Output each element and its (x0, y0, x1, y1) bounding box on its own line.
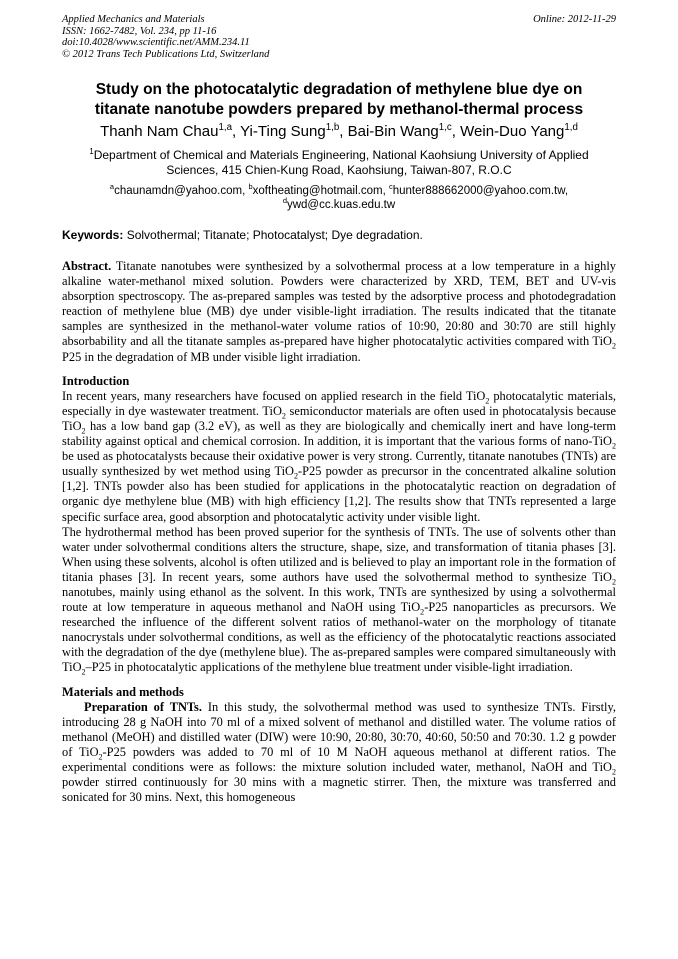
para-text: semiconductor materials are often used in photocatalysis because TiO (62, 403, 616, 433)
affiliation-mark: 1 (89, 147, 94, 156)
email-mark: a (109, 182, 115, 192)
abstract-label: Abstract. (62, 259, 112, 273)
email-b: xoftheating@hotmail.com, (252, 185, 389, 197)
author-separator: , (339, 123, 348, 140)
intro-paragraph-2 (62, 525, 616, 676)
subscript: 2 (294, 471, 299, 481)
affiliation-line-2: Sciences, 415 Chien-Kung Road, Kaohsiung, Taiwan-807, R.O.C (166, 163, 512, 177)
author-list (40, 122, 638, 142)
keywords-text: Solvothermal; Titanate; Photocatalyst; Dye degradation. (123, 228, 423, 242)
author-affil-mark: 1,b (325, 122, 340, 133)
author-affil-mark: 1,c (438, 122, 452, 133)
subscript: 2 (485, 396, 490, 406)
methods-paragraph (62, 700, 616, 806)
para-text: –P25 in photocatalytic applications of the methylene blue treatment under visible-light irradiation. (85, 660, 573, 675)
subscript: 2 (98, 752, 103, 762)
author-separator: , (451, 123, 461, 140)
paper-body (62, 259, 616, 805)
para-text: -P25 powders was added to 70 ml of 10 M NaOH aqueous methanol at different ratios. The experimental conditions were as follows: the mixture solution included water, methanol, NaOH and TiO (62, 744, 616, 774)
subscript: 2 (611, 767, 616, 777)
email-c: hunter888662000@yahoo.com.tw, (392, 185, 569, 197)
methods-heading: Materials and methods (62, 684, 184, 699)
online-date: Online: 2012-11-29 (533, 14, 616, 25)
abstract-text: Titanate nanotubes were synthesized by a solvothermal process at a low temperature in a highly alkaline water-methanol mixed solution. Powders were characterized by XRD, TEM, BET and UV-vis absorption spectroscopy. The as-prepared samples was tested by the adsorptive process and photodegradation reaction of methylene blue (MB) dye under visible-light irradiation. The results indicated that the titanate samples are synthesized in the methanol-water volume ratios of 10:90, 20:80 and 30:70 are still highly absorbability and all the titanate samples as-prepared have higher photocatalytic activities compared with TiO (62, 259, 616, 349)
author-emails (62, 184, 616, 212)
subscript: 2 (611, 441, 616, 451)
intro-heading: Introduction (62, 373, 130, 388)
author-affil-mark: 1,d (564, 122, 578, 133)
issn-line: ISSN: 1662-7482, Vol. 234, pp 11-16 (62, 25, 217, 37)
email-mark: c (388, 182, 393, 192)
author-name: Bai-Bin Wang (347, 123, 439, 140)
subscript: 2 (81, 667, 86, 677)
para-text: -P25 powder as precursor in the concentrated alkaline solution [1,2]. TNTs powder also has been studied for applications in the photocatalytic reaction on degradation of organic dye methylene blue (MB) with high efficiency [1,2]. The results show that TNTs represented a large specific surface area, good absorption and photocatalytic activity under visible light. (62, 464, 616, 524)
para-text: be used as photocatalysts because their oxidative power is very strong. Currently, titanate nanotubes (TNTs) are usually synthesized by wet method using TiO (62, 449, 616, 479)
affiliation-line-1: Department of Chemical and Materials Engineering, National Kaohsiung University of Applied (93, 148, 589, 162)
title-line-2: titanate nanotube powders prepared by methanol-thermal process (94, 101, 584, 118)
keywords (62, 228, 616, 243)
author-name: Thanh Nam Chau (100, 123, 219, 140)
doi-line: doi:10.4028/www.scientific.net/AMM.234.11 (62, 37, 250, 48)
author-separator: , (232, 123, 241, 140)
para-text: -P25 nanoparticles as precursors. We researched the influence of the different solvent ratios of methanol-water on the morphology of titanate nanocrystals under solvothermal conditions, as well as the efficiency of the photocatalytic reactions associated with the degradation of the dye (methylene blue). The as-prepared samples were compared simultaneously with TiO (62, 600, 616, 675)
subscript: 2 (611, 577, 616, 587)
email-mark: b (248, 182, 253, 192)
subscript: 2 (611, 341, 616, 351)
intro-paragraph-1 (62, 389, 616, 525)
email-d: ywd@cc.kuas.edu.tw (286, 199, 396, 211)
para-text: nanotubes, mainly using ethanol as the solvent. In this work, TNTs are synthesized by using a solvothermal route at low temperature in aqueous methanol and NaOH using TiO (62, 584, 616, 615)
title-line-1: Study on the photocatalytic degradation of methylene blue dye on (95, 81, 583, 98)
para-text: The hydrothermal method has been proved superior for the synthesis of TNTs. The use of solvents other than water under solvothermal conditions alters the structure, shape, size, and transformation of titania phases [3]. When using these solvents, alcohol is often utilized and is believed to play an important role in the formation of titania phases [3]. In recent years, some authors have used the solvothermal method to synthesize TiO (62, 524, 617, 584)
keywords-label: Keywords: (62, 228, 124, 242)
subscript: 2 (420, 607, 425, 617)
para-text: photocatalytic materials, especially in dye wastewater treatment. TiO (62, 388, 616, 418)
para-text: In recent years, many researchers have focused on applied research in the field TiO (62, 388, 486, 403)
abstract-text: P25 in the degradation of MB under visible light irradiation. (62, 349, 361, 364)
subscript: 2 (281, 411, 286, 421)
para-text: In this study, the solvothermal method was used to synthesize TNTs. Firstly, introducing 28 g NaOH into 70 ml of a mixed solvent of methanol and distilled water. The volume ratios of methanol (MeOH) and distilled water (DIW) were 10:90, 20:80, 30:70, 40:60, 50:50 and 70:30. 1.2 g powder of TiO (62, 699, 616, 759)
methods-subheading: Preparation of TNTs. (84, 699, 202, 714)
para-text: has a low band gap (3.2 eV), as well as they are biologically and chemically inert and have long-term stability against optical and chemical corrosion. In addition, it is important that the various forms of nano-TiO (62, 418, 616, 449)
journal-name: Applied Mechanics and Materials (62, 14, 205, 25)
author-affil-mark: 1,a (218, 122, 233, 133)
subscript: 2 (81, 426, 86, 436)
author-name: Wein-Duo Yang (460, 123, 565, 140)
email-mark: d (282, 196, 287, 206)
journal-header (62, 14, 616, 60)
para-text: powder stirred continuously for 30 mins with a magnetic stirrer. Then, the mixture was transferred and sonicated for 30 mins. Next, this homogeneous (62, 775, 616, 805)
affiliation (62, 148, 616, 178)
copyright-line: © 2012 Trans Tech Publications Ltd, Switzerland (62, 48, 270, 60)
author-name: Yi-Ting Sung (240, 123, 326, 140)
email-a: chaunamdn@yahoo.com, (114, 185, 249, 197)
paper-title (62, 80, 616, 120)
abstract (62, 259, 616, 365)
